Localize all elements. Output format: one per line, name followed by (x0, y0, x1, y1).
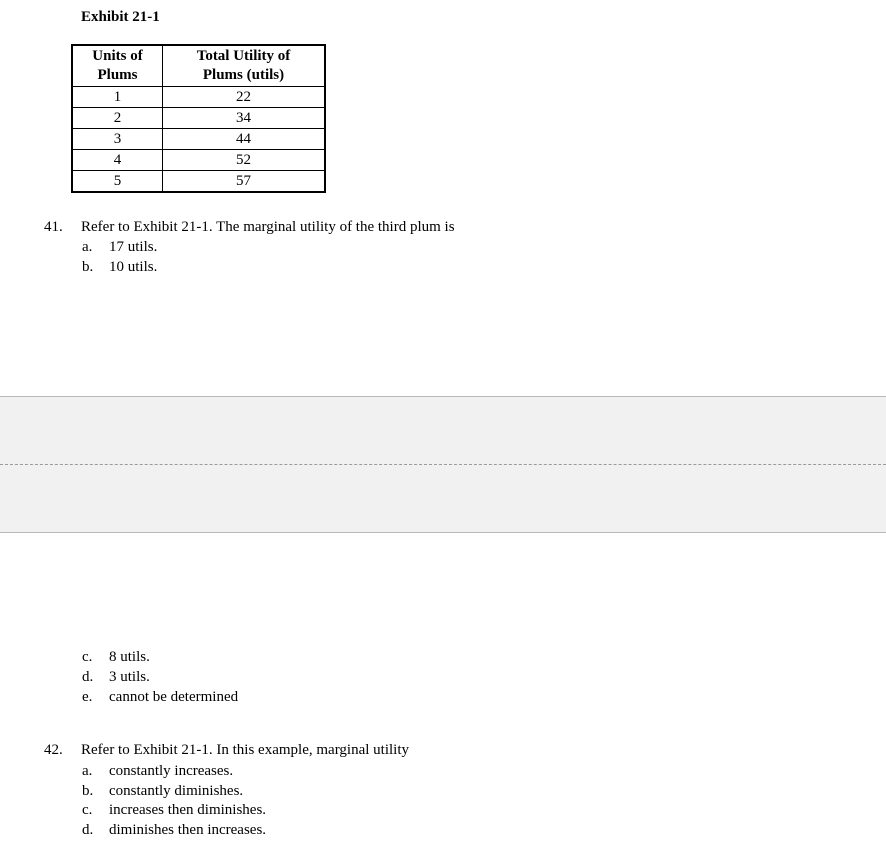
option-text: 8 utils. (109, 649, 150, 665)
answer-option (82, 258, 382, 277)
answer-option (82, 688, 382, 707)
units-cell: 4 (72, 150, 163, 171)
answer-option (82, 801, 382, 820)
units-cell: 5 (72, 171, 163, 193)
table-row (72, 150, 325, 171)
option-letter: c. (82, 649, 93, 665)
question-number: 41. (44, 219, 63, 235)
option-text: constantly diminishes. (109, 783, 244, 799)
answer-option (82, 821, 382, 840)
option-text: cannot be determined (109, 689, 239, 705)
option-letter: a. (82, 239, 93, 255)
table-row (72, 171, 325, 193)
units-cell: 1 (72, 87, 163, 108)
table-row (72, 108, 325, 129)
option-letter: d. (82, 669, 94, 685)
question-42 (44, 741, 644, 760)
header-line: Units of (92, 48, 143, 64)
page-break (0, 396, 886, 533)
question-41 (44, 218, 644, 237)
utility-cell: 44 (163, 129, 326, 150)
table-row (72, 87, 325, 108)
answer-option (82, 238, 382, 257)
utility-cell: 34 (163, 108, 326, 129)
option-letter: c. (82, 802, 93, 818)
header-line: Plums (97, 67, 138, 83)
utility-cell: 22 (163, 87, 326, 108)
answer-option (82, 668, 382, 687)
utility-cell: 52 (163, 150, 326, 171)
answer-option (82, 782, 382, 801)
units-cell: 3 (72, 129, 163, 150)
option-letter: e. (82, 689, 93, 705)
option-text: 17 utils. (109, 239, 158, 255)
option-letter: d. (82, 822, 94, 838)
header-line: Total Utility of (196, 48, 291, 64)
table-row (72, 129, 325, 150)
option-text: 3 utils. (109, 669, 150, 685)
option-text: 10 utils. (109, 259, 158, 275)
units-cell: 2 (72, 108, 163, 129)
option-text: constantly increases. (109, 763, 234, 779)
option-text: increases then diminishes. (109, 802, 267, 818)
question-text: Refer to Exhibit 21-1. In this example, marginal utility (81, 742, 409, 758)
header-line: Plums (utils) (202, 67, 285, 83)
utility-table (71, 44, 326, 193)
question-text: Refer to Exhibit 21-1. The marginal utility of the third plum is (81, 219, 455, 235)
answer-option (82, 648, 382, 667)
answer-option (82, 762, 382, 781)
column-header-total-utility (163, 45, 326, 87)
column-header-units (72, 45, 163, 87)
utility-cell: 57 (163, 171, 326, 193)
question-number: 42. (44, 742, 63, 758)
exhibit-title: Exhibit 21-1 (81, 9, 160, 25)
option-letter: b. (82, 783, 94, 799)
option-letter: a. (82, 763, 93, 779)
page-break-divider (0, 464, 886, 465)
option-text: diminishes then increases. (109, 822, 267, 838)
table-header-row (72, 45, 325, 87)
option-letter: b. (82, 259, 94, 275)
